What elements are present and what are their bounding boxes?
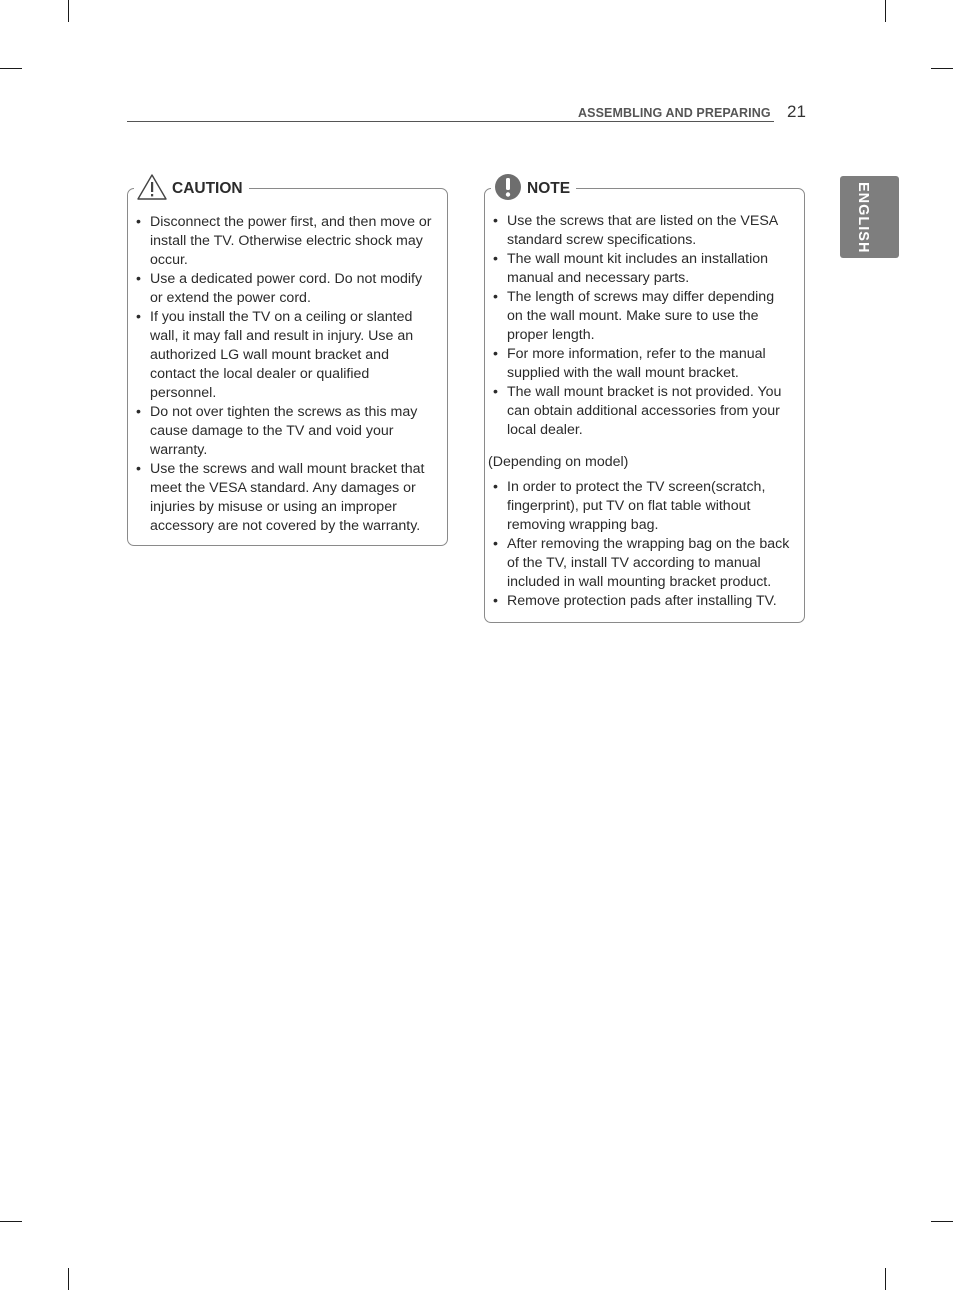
crop-mark <box>0 68 22 69</box>
caution-item: • Use the screws and wall mount bracket that meet the VESA standard. Any damages or injuries by misuse or using an improper accessory are not covered by the warranty. <box>136 460 436 536</box>
crop-mark <box>931 68 953 69</box>
note-header <box>491 175 576 203</box>
crop-mark <box>885 1268 886 1290</box>
language-tab-label: ENGLISH <box>855 182 871 254</box>
crop-mark <box>885 0 886 22</box>
language-tab <box>840 176 899 258</box>
note-item: • For more information, refer to the manual supplied with the wall mount bracket. <box>493 345 793 383</box>
note-item: • Use the screws that are listed on the VESA standard screw specifications. <box>493 212 793 250</box>
note-item: • Remove protection pads after installing TV. <box>493 592 793 611</box>
note-title: NOTE <box>527 180 571 197</box>
note-item: • After removing the wrapping bag on the back of the TV, install TV according to manual included in wall mounting bracket product. <box>493 535 793 592</box>
crop-mark <box>931 1221 953 1222</box>
header-rule <box>127 121 774 122</box>
caution-list <box>136 213 436 536</box>
section-title: ASSEMBLING AND PREPARING <box>578 106 771 120</box>
note-list-model <box>493 478 793 611</box>
note-subheading: (Depending on model) <box>488 454 629 470</box>
page-number: 21 <box>787 102 806 121</box>
caution-item: • If you install the TV on a ceiling or slanted wall, it may fall and result in injury. Use an authorized LG wall mount bracket and contact the local dealer or qualified personnel. <box>136 308 436 403</box>
crop-mark <box>68 0 69 22</box>
caution-item: • Use a dedicated power cord. Do not modify or extend the power cord. <box>136 270 436 308</box>
note-box <box>484 180 805 623</box>
warning-triangle-icon <box>136 173 168 206</box>
note-item: • The length of screws may differ depending on the wall mount. Make sure to use the proper length. <box>493 288 793 345</box>
exclamation-circle-icon <box>493 173 523 206</box>
crop-mark <box>68 1268 69 1290</box>
note-list <box>493 212 793 440</box>
caution-item: • Disconnect the power first, and then move or install the TV. Otherwise electric shock may occur. <box>136 213 436 270</box>
note-item: • The wall mount bracket is not provided. You can obtain additional accessories from your local dealer. <box>493 383 793 440</box>
crop-mark <box>0 1221 22 1222</box>
caution-box <box>127 180 448 546</box>
note-item: • In order to protect the TV screen(scratch, fingerprint), put TV on flat table without removing wrapping bag. <box>493 478 793 535</box>
caution-title: CAUTION <box>172 180 243 197</box>
caution-header <box>134 175 249 203</box>
note-item: • The wall mount kit includes an installation manual and necessary parts. <box>493 250 793 288</box>
caution-item: • Do not over tighten the screws as this may cause damage to the TV and void your warranty. <box>136 403 436 460</box>
